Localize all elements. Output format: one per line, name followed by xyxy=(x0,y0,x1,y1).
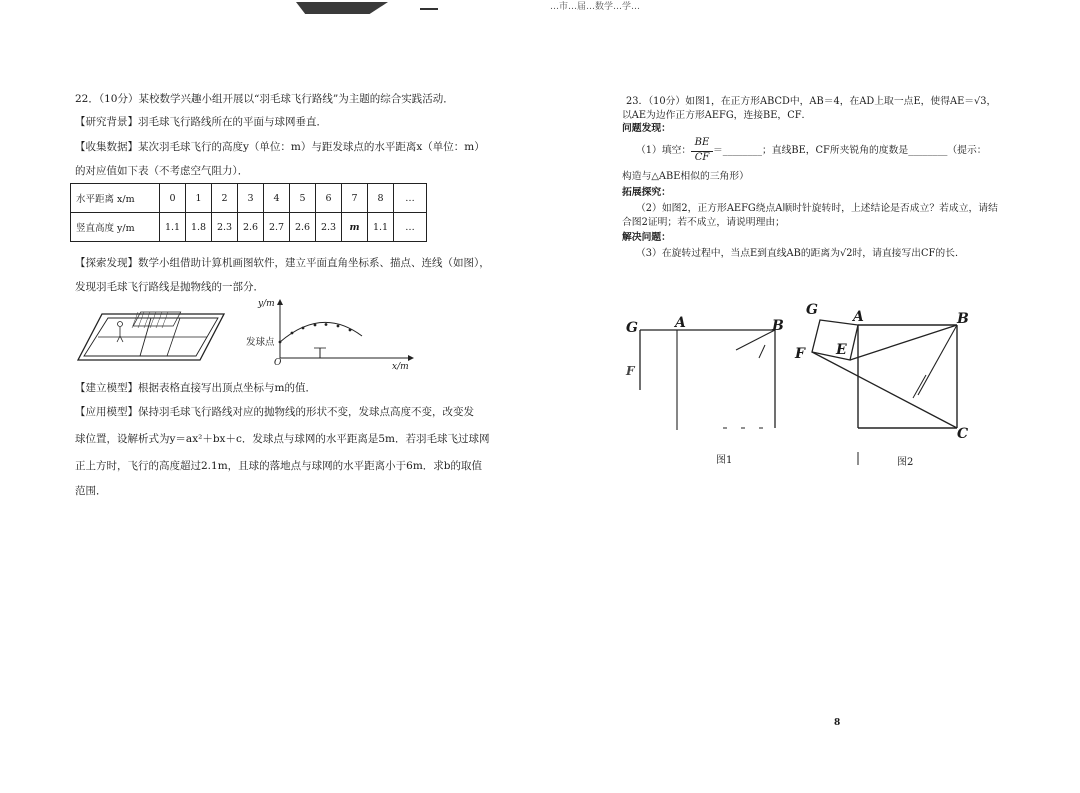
fig1-label-G: G xyxy=(626,320,638,336)
q23-solve-heading: 解决问题： xyxy=(622,232,671,243)
header-dash xyxy=(420,8,438,10)
q22-explore-line2: 发现羽毛球飞行路线是抛物线的一部分． xyxy=(75,281,264,293)
q23-title-line1: 23．（10分）如图1，在正方形ABCD中，AB＝4，在AD上取一点E，使得AE＝√3， xyxy=(626,96,997,107)
q22-apply-line3: 正上方时，飞行的高度超过2.1m，且球的落地点与球网的水平距离小于6m．求b的取值 xyxy=(75,460,483,472)
graph-x-label: x/m xyxy=(392,362,409,372)
page-number: 8 xyxy=(834,718,841,728)
table-cell: 2.7 xyxy=(264,213,290,242)
q23-fill-suffix: ＝________；直线BE，CF所夹锐角的度数是________（提示： xyxy=(713,145,987,156)
q22-apply-line1: 【应用模型】保持羽毛球飞行路线对应的抛物线的形状不变，发球点高度不变，改变发 xyxy=(75,406,474,418)
graph-y-label: y/m xyxy=(258,299,275,309)
figure-1 xyxy=(620,310,790,440)
fig2-label-B: B xyxy=(957,311,969,327)
table-cell: 8 xyxy=(368,184,394,213)
fig1-label-B: B xyxy=(772,318,784,334)
q22-collect-line2: 的对应值如下表（不考虑空气阻力）． xyxy=(75,165,249,177)
fig1-caption: 图1 xyxy=(716,455,733,466)
header-fragment: …市…届…数学…学… xyxy=(550,2,641,12)
table-cell: 2.3 xyxy=(316,213,342,242)
fig2-label-E: E xyxy=(836,342,847,358)
fig2-label-A: A xyxy=(853,309,864,325)
fig1-label-F: F xyxy=(626,364,635,378)
q23-extend-heading: 拓展探究： xyxy=(622,187,671,198)
graph-serve-label: 发球点 xyxy=(246,337,275,348)
table-cell: m xyxy=(342,213,368,242)
graph-origin-label: O xyxy=(274,358,282,368)
q23-title-line2: 以AE为边作正方形AEFG，连接BE，CF． xyxy=(622,110,812,121)
table-cell: 1.8 xyxy=(186,213,212,242)
table-row-label: 水平距离 x/m xyxy=(71,184,160,213)
table-cell: 1 xyxy=(186,184,212,213)
table-row-label: 竖直高度 y/m xyxy=(71,213,160,242)
q22-background: 【研究背景】羽毛球飞行路线所在的平面与球网垂直． xyxy=(75,116,327,128)
q23-extend-line1: （2）如图2，正方形AEFG绕点A顺时针旋转时，上述结论是否成立？若成立，请结 xyxy=(636,203,998,214)
figure-2 xyxy=(800,300,980,475)
table-cell: 5 xyxy=(290,184,316,213)
fig1-label-A: A xyxy=(675,315,686,331)
q22-model: 【建立模型】根据表格直接写出顶点坐标与m的值． xyxy=(75,382,316,394)
q22-explore-line1: 【探索发现】数学小组借助计算机画图软件，建立平面直角坐标系、描点、连线（如图）， xyxy=(75,257,490,269)
q23-solve-line1: （3）在旋转过程中，当点E到直线AB的距离为√2时，请直接写出CF的长． xyxy=(636,248,965,259)
table-cell: 2.6 xyxy=(238,213,264,242)
fraction-numerator: BE xyxy=(694,137,710,148)
table-cell: 2.6 xyxy=(290,213,316,242)
table-cell: 2.3 xyxy=(212,213,238,242)
q22-data-table xyxy=(70,183,427,242)
q23-extend-line2: 合图2证明；若不成立，请说明理由； xyxy=(622,217,785,228)
table-cell: 2 xyxy=(212,184,238,213)
table-cell: 6 xyxy=(316,184,342,213)
fig2-caption: 图2 xyxy=(897,457,914,468)
table-cell: 1.1 xyxy=(368,213,394,242)
table-cell: … xyxy=(394,213,427,242)
badminton-court-illustration xyxy=(72,302,232,366)
q23-hint: 构造与△ABE相似的三角形） xyxy=(622,171,749,182)
table-cell: 1.1 xyxy=(160,213,186,242)
table-cell: 0 xyxy=(160,184,186,213)
table-row xyxy=(71,184,427,213)
table-cell: … xyxy=(394,184,427,213)
q23-discover-heading: 问题发现： xyxy=(622,123,671,134)
q22-apply-line2: 球位置，设解析式为y＝ax²＋bx＋c．发球点与球网的水平距离是5m．若羽毛球飞过球网 xyxy=(75,433,490,445)
table-cell: 7 xyxy=(342,184,368,213)
fig2-label-F: F xyxy=(795,346,805,362)
table-cell: 4 xyxy=(264,184,290,213)
q22-title: 22．（10分）某校数学兴趣小组开展以“羽毛球飞行路线”为主题的综合实践活动． xyxy=(75,93,454,105)
fig2-label-G: G xyxy=(806,302,818,318)
fig2-label-C: C xyxy=(957,426,969,442)
table-cell: 3 xyxy=(238,184,264,213)
q23-fill-prefix: （1）填空： xyxy=(636,145,692,156)
q22-apply-line4: 范围． xyxy=(75,485,107,497)
header-shape xyxy=(296,2,388,14)
fraction-denominator: CF xyxy=(694,152,710,163)
table-row xyxy=(71,213,427,242)
q22-collect-line1: 【收集数据】某次羽毛球飞行的高度y（单位：m）与距发球点的水平距离x（单位：m） xyxy=(75,141,485,153)
header-bar xyxy=(0,0,1080,22)
